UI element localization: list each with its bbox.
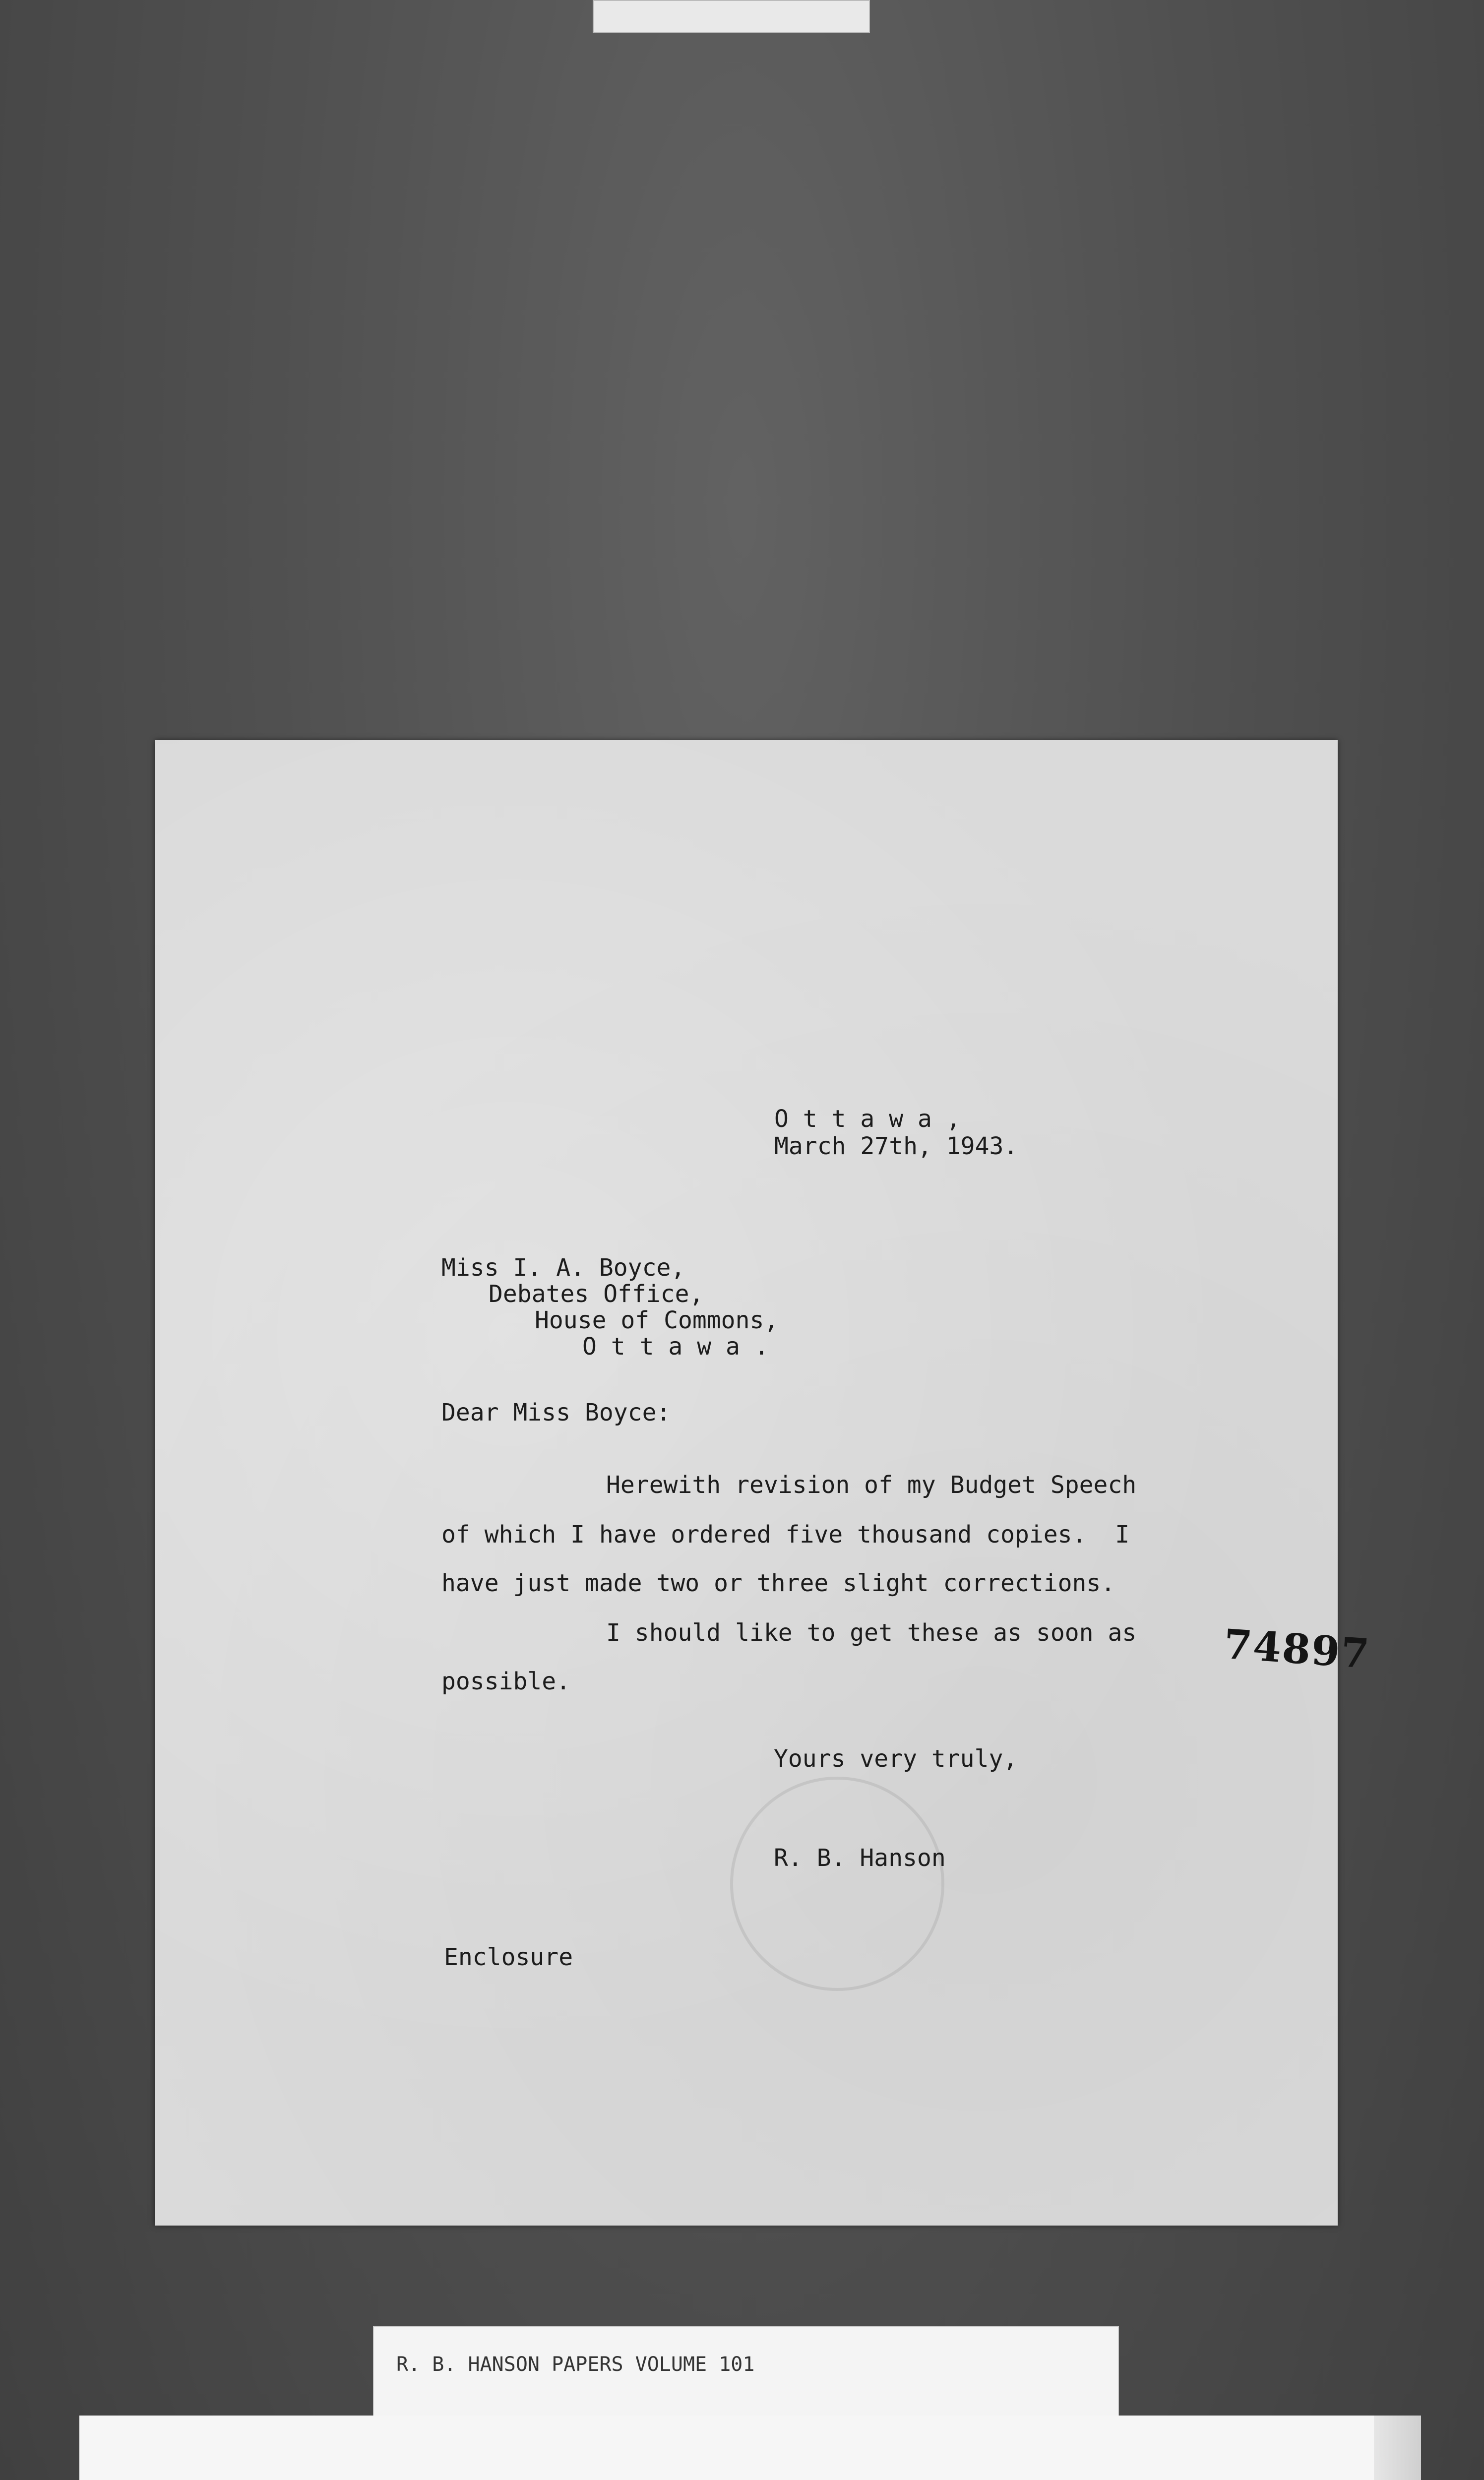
- archives-card: [79, 2416, 1421, 2480]
- document-number: 74897: [1222, 1620, 1372, 1678]
- letter-place: O t t a w a ,: [774, 1105, 961, 1133]
- body-line-1: Herewith revision of my Budget Speech: [606, 1471, 1137, 1499]
- recipient-city: O t t a w a .: [582, 1333, 769, 1361]
- recipient-name: Miss I. A. Boyce,: [441, 1254, 685, 1282]
- collection-label-text: R. B. HANSON PAPERS VOLUME 101: [396, 2353, 755, 2376]
- closing: Yours very truly,: [774, 1745, 1018, 1773]
- body-line-3: have just made two or three slight corrections.: [441, 1569, 1115, 1597]
- top-mounting-tab: [593, 0, 870, 33]
- body-line-5: possible.: [441, 1668, 571, 1695]
- body-line-2: of which I have ordered five thousand copies. I: [441, 1521, 1130, 1549]
- collection-label: [373, 2326, 1119, 2425]
- archives-card-edge: [1374, 2416, 1421, 2480]
- letter-page: [155, 740, 1372, 2226]
- enclosure-note: Enclosure: [444, 1943, 573, 1971]
- recipient-office: Debates Office,: [489, 1280, 704, 1308]
- recipient-house: House of Commons,: [535, 1306, 779, 1334]
- salutation: Dear Miss Boyce:: [441, 1399, 671, 1426]
- body-line-4: I should like to get these as soon as: [606, 1619, 1137, 1647]
- letter-date: March 27th, 1943.: [774, 1132, 1018, 1160]
- signature: R. B. Hanson: [774, 1844, 946, 1872]
- faint-stamp-impression: [730, 1777, 944, 1991]
